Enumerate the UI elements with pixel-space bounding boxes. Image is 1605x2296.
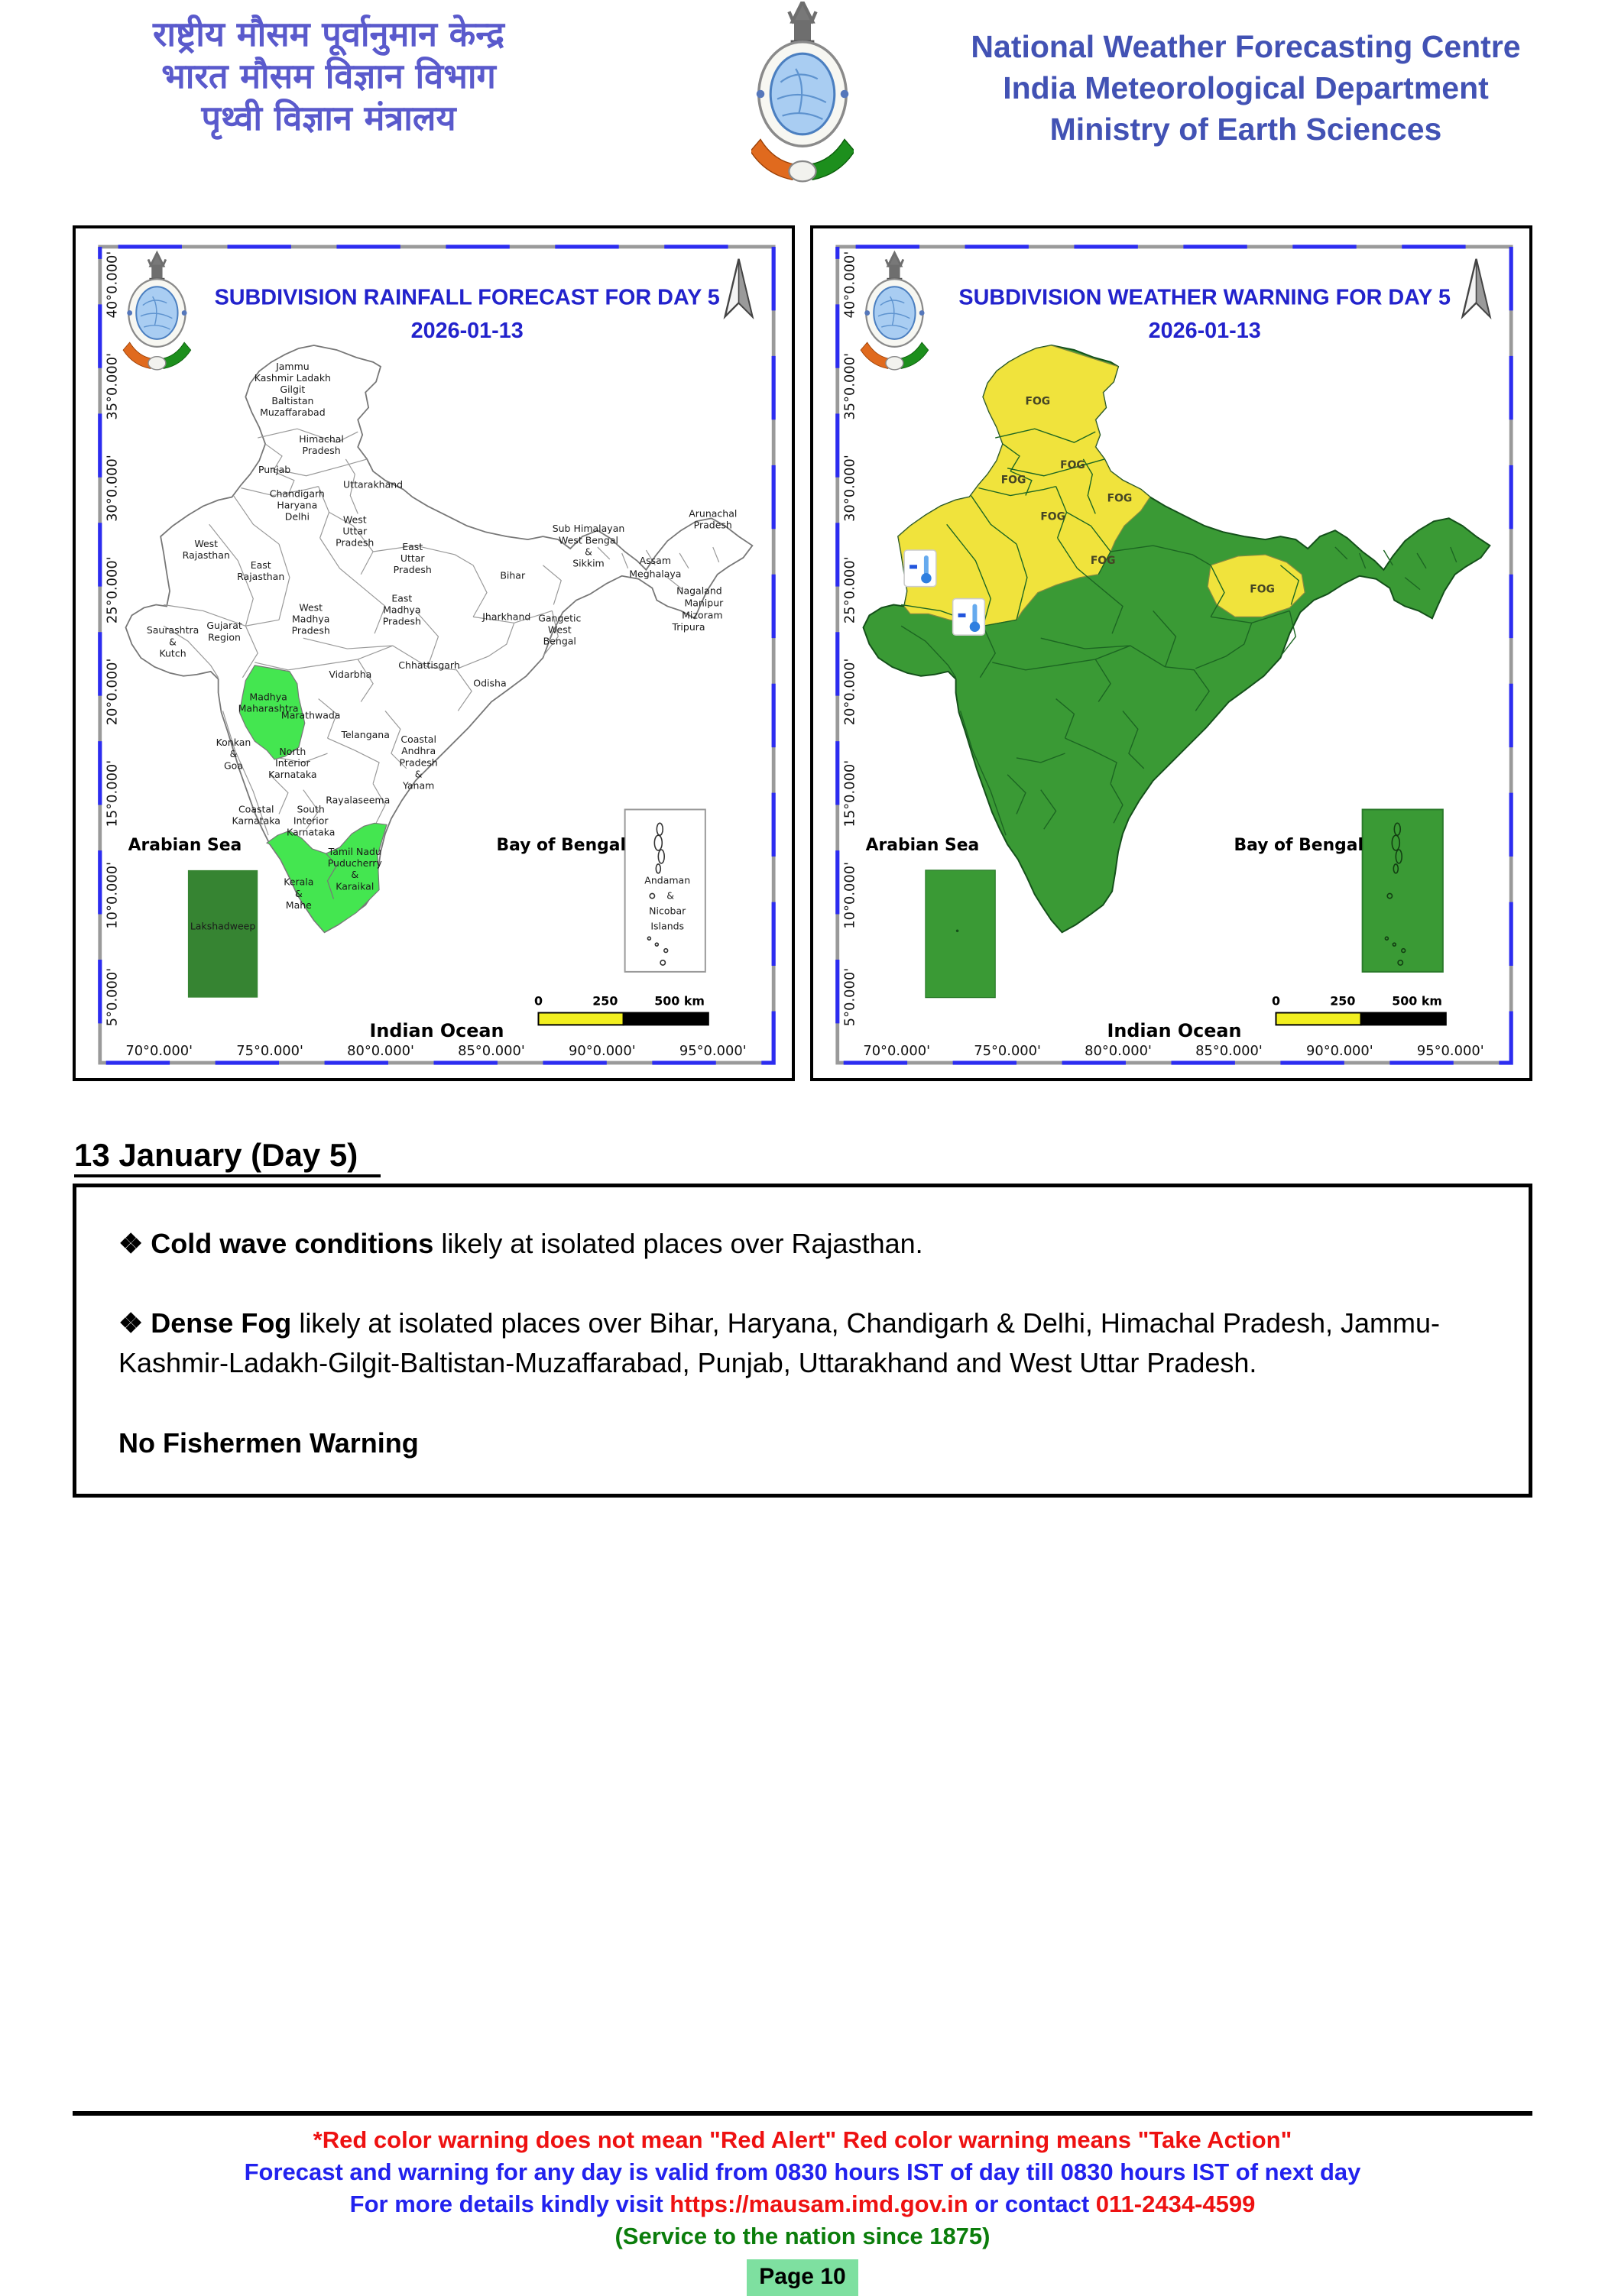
footer-contact-line: For more details kindly visit https://mausam.imd.gov.in or contact 011-2434-4599 (349, 2191, 1256, 2218)
subdivision-label: Sub Himalayan West Bengal & Sikkim (552, 523, 625, 569)
svg-text:FOG: FOG (1000, 474, 1026, 487)
svg-text:30°0.000': 30°0.000' (841, 455, 858, 522)
subdivision-label: Chhattisgarh (398, 659, 460, 671)
header-hindi-title (84, 14, 573, 140)
longitude-labels (863, 1043, 1483, 1059)
svg-text:5°0.000': 5°0.000' (104, 967, 121, 1027)
subdivision-label: Coastal Karnataka (232, 803, 280, 827)
lakshadweep-box (926, 870, 995, 998)
subdivision-label: East Madhya Pradesh (382, 592, 421, 627)
subdivision-label: Coastal Andhra Pradesh & Yanam (399, 733, 438, 792)
svg-text:90°0.000': 90°0.000' (1306, 1043, 1373, 1060)
svg-text:80°0.000': 80°0.000' (1085, 1043, 1152, 1060)
subdivision-label: Saurashtra & Kutch (146, 624, 199, 659)
svg-text:FOG: FOG (1040, 510, 1065, 523)
subdivision-label: East Rajasthan (237, 559, 285, 582)
subdivision-label: Rayalaseema (326, 794, 391, 806)
hindi-line-2: भारत मौसम विज्ञान विभाग (161, 55, 496, 96)
subdivision-label: West Madhya Pradesh (291, 601, 330, 636)
lakshadweep-dot (956, 929, 959, 932)
subdivision-label: North Interior Karnataka (268, 746, 317, 781)
hindi-line-3: पृथ्वी विज्ञान मंत्रालय (201, 97, 456, 138)
no-fishermen-warning: No Fishermen Warning (118, 1426, 419, 1459)
subdivision-label: West Uttar Pradesh (336, 513, 374, 549)
longitude-labels (125, 1043, 746, 1059)
imd-logo-small (123, 253, 191, 370)
bay-of-bengal-label: Bay of Bengal (496, 836, 626, 856)
svg-text:75°0.000': 75°0.000' (236, 1043, 303, 1060)
andaman-inset-box (625, 809, 705, 971)
footer (0, 2124, 1605, 2296)
andaman-inset-box (1363, 809, 1443, 971)
svg-text:FOG: FOG (1250, 583, 1275, 596)
hindi-line-1: राष्ट्रीय मौसम पूर्वानुमान केन्द्र (152, 14, 505, 54)
org-line-2: India Meteorological Department (1003, 70, 1489, 106)
svg-text:25°0.000': 25°0.000' (104, 556, 121, 624)
subdivision-label: Assam (639, 554, 672, 566)
header-english-title (971, 26, 1521, 150)
svg-text:0: 0 (1271, 993, 1280, 1009)
rainfall-forecast-map-panel (73, 225, 795, 1081)
subdivision-label: South Interior Karnataka (287, 803, 336, 838)
subdivision-label: Himachal Pradesh (299, 433, 344, 457)
indian-ocean-label: Indian Ocean (369, 1020, 504, 1042)
scale-bar (534, 994, 708, 1025)
footer-validity-note: Forecast and warning for any day is valid from 0830 hours IST of day till 0830 hours IST of next day (244, 2158, 1361, 2186)
svg-text:FOG: FOG (1090, 554, 1116, 567)
svg-text:35°0.000': 35°0.000' (841, 352, 858, 420)
svg-text:75°0.000': 75°0.000' (974, 1043, 1041, 1060)
svg-text:90°0.000': 90°0.000' (569, 1043, 636, 1060)
lakshadweep-box (188, 870, 258, 998)
subdivision-label: Jharkhand (482, 610, 531, 623)
svg-text:250: 250 (592, 993, 618, 1009)
svg-text:80°0.000': 80°0.000' (347, 1043, 414, 1060)
subdivision-label: Odisha (473, 677, 507, 689)
svg-text:FOG: FOG (1107, 492, 1133, 505)
subdivision-label: Uttarakhand (343, 478, 404, 491)
svg-text:Islands: Islands (650, 920, 685, 932)
latitude-labels (842, 251, 858, 1026)
bullet-cold-wave: ❖ Cold wave conditions likely at isolated places over Rajasthan. (118, 1228, 923, 1259)
page-number-badge: Page 10 (747, 2259, 858, 2296)
svg-text:500 km: 500 km (654, 993, 705, 1009)
subdivision-label: Manipur (684, 597, 724, 609)
lakshadweep-label: Lakshadweep (190, 920, 256, 932)
svg-text:Nicobar: Nicobar (649, 905, 686, 917)
mausam-website-link[interactable]: https://mausam.imd.gov.in (670, 2191, 968, 2218)
svg-text:40°0.000': 40°0.000' (104, 251, 121, 319)
subdivision-label: Kerala & Mahe (284, 876, 314, 911)
svg-text:70°0.000': 70°0.000' (125, 1043, 193, 1060)
svg-text:20°0.000': 20°0.000' (841, 658, 858, 726)
subdivision-label: Jammu Kashmir Ladakh Gilgit Baltistan Muzaffarabad (254, 360, 331, 419)
map-title: SUBDIVISION RAINFALL FORECAST FOR DAY 5 (214, 285, 720, 310)
svg-text:35°0.000': 35°0.000' (104, 352, 121, 420)
footer-red-disclaimer: *Red color warning does not mean "Red Alert" Red color warning means "Take Action" (313, 2126, 1292, 2153)
contact-phone: 011-2434-4599 (1095, 2191, 1256, 2218)
north-arrow-icon (1463, 259, 1490, 316)
subdivision-label: Nagaland (676, 585, 722, 597)
subdivision-label: East Uttar Pradesh (393, 541, 432, 576)
subdivision-label: Bihar (500, 569, 526, 581)
svg-text:0: 0 (533, 993, 543, 1009)
weather-warning-map-panel (810, 225, 1532, 1081)
subdivision-label: West Rajasthan (182, 538, 230, 562)
north-arrow-icon (725, 259, 753, 316)
svg-text:70°0.000': 70°0.000' (863, 1043, 931, 1060)
svg-text:40°0.000': 40°0.000' (841, 251, 858, 319)
scale-bar (1272, 994, 1446, 1025)
svg-text:15°0.000': 15°0.000' (841, 759, 858, 827)
imd-logo-small (861, 253, 929, 370)
subdivision-label: Punjab (258, 463, 291, 475)
svg-text:85°0.000': 85°0.000' (458, 1043, 525, 1060)
warning-text-box (73, 1184, 1532, 1498)
subdivision-label: Meghalaya (629, 568, 682, 580)
subdivision-label: Mizoram (682, 609, 723, 621)
subdivision-label: Chandigarh Haryana Delhi (269, 487, 325, 523)
subdivision-label: Gangetic West Bengal (538, 612, 582, 647)
bullet-dense-fog: ❖ Dense Fog likely at isolated places over Bihar, Haryana, Chandigarh & Delhi, Himachal Pradesh, Jammu-Kashmir-Ladakh-Gilgit-Baltistan-Muzaffarabad, Punjab, Uttarakhand and West Uttar Pradesh. (118, 1307, 1441, 1379)
svg-text:30°0.000': 30°0.000' (104, 455, 121, 522)
bay-of-bengal-label: Bay of Bengal (1234, 836, 1363, 856)
day-heading: 13 January (Day 5) (74, 1137, 381, 1174)
imd-logo (751, 2, 854, 190)
svg-text:95°0.000': 95°0.000' (679, 1043, 747, 1060)
latitude-labels (105, 251, 121, 1026)
svg-text:5°0.000': 5°0.000' (841, 967, 858, 1027)
subdivision-label: Madhya Maharashtra (238, 691, 299, 714)
svg-text:25°0.000': 25°0.000' (841, 556, 858, 624)
svg-text:10°0.000': 10°0.000' (104, 861, 121, 929)
map-date: 2026-01-13 (410, 319, 524, 344)
cold-wave-thermometer-icon (953, 599, 985, 636)
svg-text:20°0.000': 20°0.000' (104, 658, 121, 726)
subdivision-label: Telangana (341, 729, 390, 741)
subdivision-label: Vidarbha (329, 668, 372, 680)
svg-text:10°0.000': 10°0.000' (841, 861, 858, 929)
map-title: SUBDIVISION WEATHER WARNING FOR DAY 5 (958, 285, 1451, 310)
subdivision-label: Arunachal Pradesh (689, 507, 738, 531)
footer-service-note: (Service to the nation since 1875) (614, 2223, 991, 2250)
subdivision-label: Tamil Nadu Puducherry & Karaikal (327, 846, 382, 892)
subdivision-label: Marathwada (280, 709, 341, 721)
subdivision-label: Gujarat Region (206, 620, 242, 643)
svg-text:15°0.000': 15°0.000' (104, 759, 121, 827)
org-line-3: Ministry of Earth Sciences (1049, 112, 1442, 147)
svg-text:85°0.000': 85°0.000' (1195, 1043, 1263, 1060)
svg-text:250: 250 (1330, 993, 1356, 1009)
subdivision-label: Tripura (672, 621, 705, 633)
arabian-sea-label: Arabian Sea (128, 836, 242, 856)
map-date: 2026-01-13 (1148, 319, 1261, 344)
arabian-sea-label: Arabian Sea (865, 836, 980, 856)
cold-wave-thermometer-icon (904, 550, 936, 587)
subdivision-label: Konkan & Goa (216, 737, 251, 772)
svg-text:FOG: FOG (1025, 395, 1051, 408)
svg-text:95°0.000': 95°0.000' (1416, 1043, 1484, 1060)
svg-text:500 km: 500 km (1392, 993, 1442, 1009)
svg-text:&: & (666, 889, 675, 902)
org-line-1: National Weather Forecasting Centre (971, 29, 1521, 64)
footer-divider (73, 2111, 1532, 2116)
svg-text:Andaman: Andaman (644, 874, 691, 886)
indian-ocean-label: Indian Ocean (1107, 1020, 1242, 1042)
svg-text:FOG: FOG (1060, 458, 1085, 471)
